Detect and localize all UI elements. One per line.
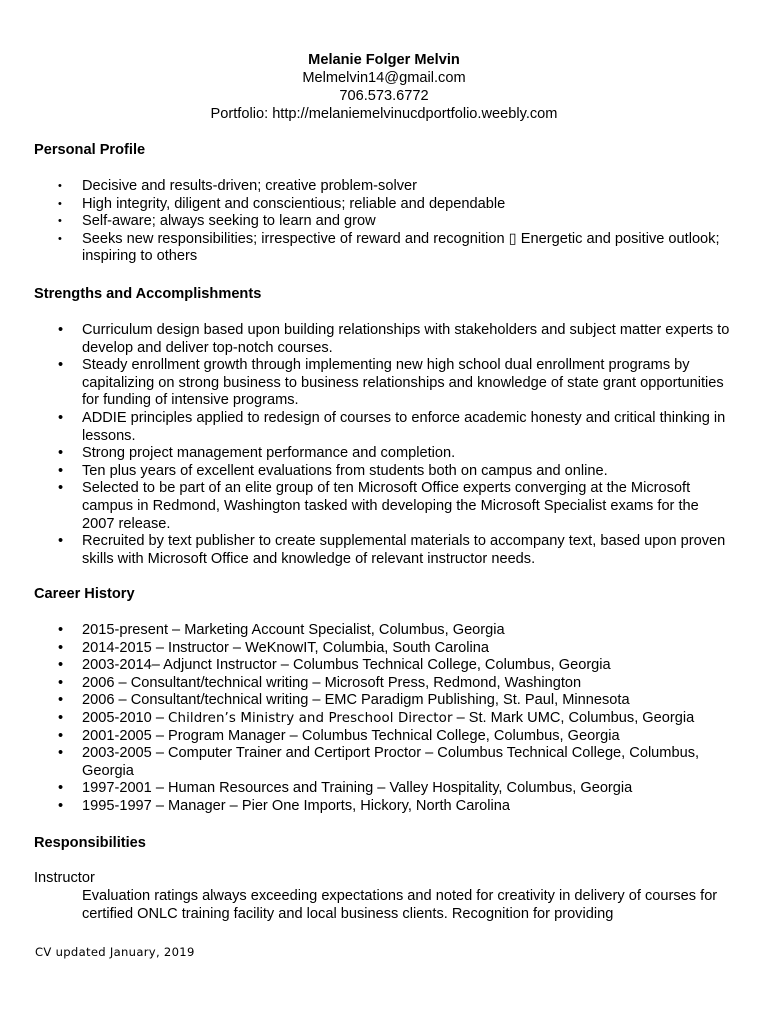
bullet-icon: • <box>58 180 62 192</box>
bullet-icon: • <box>58 674 64 691</box>
list-item: • 2005-2010 – Children’s Ministry and Preschool Director – St. Mark UMC, Columbus, Georgia <box>58 709 695 726</box>
list-item: • 2015-present – Marketing Account Specialist, Columbus, Georgia <box>58 622 505 638</box>
candidate-name: Melanie Folger Melvin <box>308 52 460 68</box>
career-history-list <box>58 622 734 816</box>
bullet-icon: • <box>58 622 64 638</box>
list-item: • Steady enrollment growth through implementing new high school dual enrollment programs by capitalizing on strong business to business relationships and knowledge of state grant opportunities for funding of intensive programs. <box>58 357 724 409</box>
list-item: • 2006 – Consultant/technical writing – EMC Paradigm Publishing, St. Paul, Minnesota <box>58 692 630 709</box>
bullet-icon: • <box>58 409 64 426</box>
strengths-heading: Strengths and Accomplishments <box>34 286 262 302</box>
list-item: • Self-aware; always seeking to learn and grow <box>58 213 376 230</box>
bullet-icon: • <box>58 445 64 462</box>
list-item: • Decisive and results-driven; creative problem-solver <box>58 178 417 194</box>
responsibility-description: Evaluation ratings always exceeding expectations and noted for creativity in delivery of courses for certified ONLC training facility and local business clients. Recognition for providing <box>82 888 718 922</box>
phone-number: 706.573.6772 <box>339 88 429 104</box>
bullet-icon: • <box>58 709 64 726</box>
bullet-icon: • <box>58 480 64 497</box>
bullet-icon: • <box>58 692 64 709</box>
ministry-role: Children’s Ministry and Preschool Director <box>168 710 453 726</box>
list-item: • Seeks new responsibilities; irrespective of reward and recognition ▯ Energetic and positive outlook; inspiring to others <box>58 230 720 265</box>
email-address: Melmelvin14@gmail.com <box>302 70 466 86</box>
list-item: • Ten plus years of excellent evaluations from students both on campus and online. <box>58 462 608 479</box>
bullet-icon: • <box>58 780 64 797</box>
list-item: • 1995-1997 – Manager – Pier One Imports, Hickory, North Carolina <box>58 797 511 814</box>
career-history-heading: Career History <box>34 586 135 602</box>
bullet-icon: • <box>58 533 64 550</box>
list-item: • High integrity, diligent and conscientious; reliable and dependable <box>58 195 506 212</box>
bullet-icon: • <box>58 797 64 814</box>
list-item: • Curriculum design based upon building relationships with stakeholders and subject matter experts to develop and deliver top-notch courses. <box>58 322 730 356</box>
bullet-icon: • <box>58 745 64 762</box>
bullet-icon: • <box>58 232 62 245</box>
responsibilities-heading: Responsibilities <box>34 835 146 851</box>
list-item: • 1997-2001 – Human Resources and Training – Valley Hospitality, Columbus, Georgia <box>58 780 633 797</box>
bullet-icon: • <box>58 357 64 374</box>
bullet-icon: • <box>58 727 64 744</box>
personal-profile-list <box>58 178 734 266</box>
list-item: • 2003-2014– Adjunct Instructor – Columbus Technical College, Columbus, Georgia <box>58 657 611 674</box>
cv-updated-footer: CV updated January, 2019 <box>35 945 195 959</box>
list-item: • Recruited by text publisher to create supplemental materials to accompany text, based upon proven skills with Microsoft Office and knowledge of relevant instructor needs. <box>58 533 726 567</box>
personal-profile-heading: Personal Profile <box>34 142 146 158</box>
portfolio-link: Portfolio: http://melaniemelvinucdportfolio.weebly.com <box>210 106 558 122</box>
bullet-icon: • <box>58 322 64 338</box>
list-item: • 2003-2005 – Computer Trainer and Certiport Proctor – Columbus Technical College, Columbus, Georgia <box>58 745 700 779</box>
list-item: • 2006 – Consultant/technical writing – Microsoft Press, Redmond, Washington <box>58 674 582 691</box>
bullet-icon: • <box>58 657 64 674</box>
resume-header <box>0 51 768 123</box>
bullet-icon: • <box>58 462 64 479</box>
bullet-icon: • <box>58 639 64 656</box>
list-item: • Selected to be part of an elite group of ten Microsoft Office experts converging at the Microsoft campus in Redmond, Washington tasked with developing the Microsoft Specialist exams for the 2007 release. <box>58 480 699 532</box>
list-item: • 2001-2005 – Program Manager – Columbus Technical College, Columbus, Georgia <box>58 727 620 744</box>
responsibility-role: Instructor <box>34 870 95 886</box>
bullet-icon: • <box>58 215 62 228</box>
list-item: • Strong project management performance and completion. <box>58 445 456 462</box>
bullet-icon: • <box>58 197 62 210</box>
list-item: • 2014-2015 – Instructor – WeKnowIT, Columbia, South Carolina <box>58 639 489 656</box>
strengths-list <box>58 322 734 568</box>
list-item: • ADDIE principles applied to redesign of courses to enforce academic honesty and critical thinking in lessons. <box>58 409 726 444</box>
